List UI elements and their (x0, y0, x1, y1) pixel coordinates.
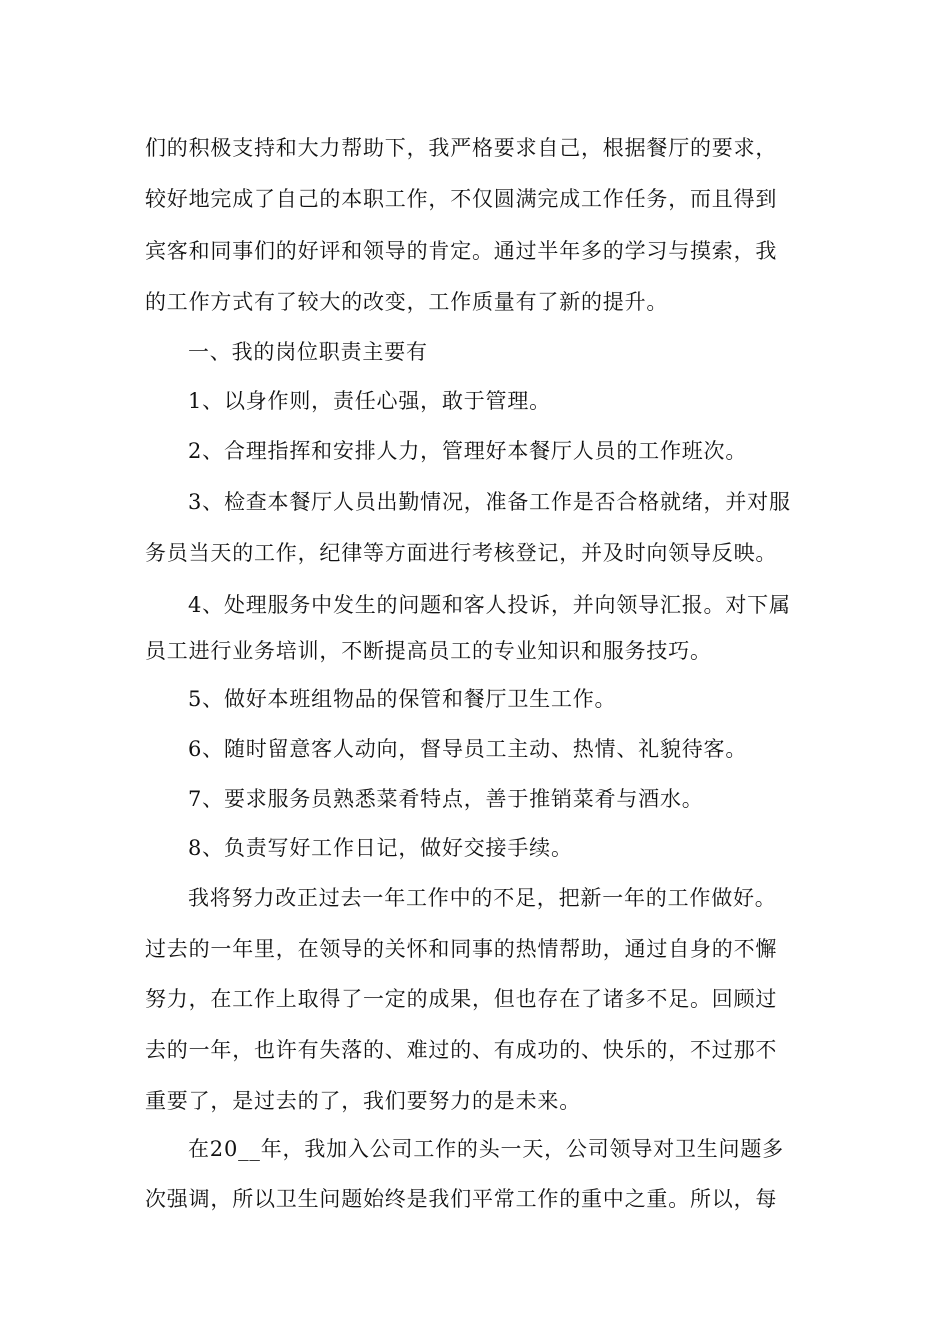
list-item: 3、检查本餐厅人员出勤情况，准备工作是否合格就绪，并对服 (188, 490, 791, 514)
text-line: 重要了，是过去的了，我们要努力的是未来。 (145, 1089, 581, 1113)
list-item: 6、随时留意客人动向，督导员工主动、热情、礼貌待客。 (188, 737, 748, 761)
list-item: 7、要求服务员熟悉菜肴特点，善于推销菜肴与酒水。 (188, 787, 704, 811)
text-line: 去的一年，也许有失落的、难过的、有成功的、快乐的，不过那不 (145, 1038, 778, 1062)
text-line: 务员当天的工作，纪律等方面进行考核登记，并及时向领导反映。 (145, 541, 778, 565)
list-item: 5、做好本班组物品的保管和餐厅卫生工作。 (188, 687, 617, 711)
list-item: 4、处理服务中发生的问题和客人投诉，并向领导汇报。对下属 (188, 593, 791, 617)
text-line: 努力，在工作上取得了一定的成果，但也存在了诸多不足。回顾过 (145, 987, 778, 1011)
list-item: 8、负责写好工作日记，做好交接手续。 (188, 836, 573, 860)
text-line: 的工作方式有了较大的改变，工作质量有了新的提升。 (145, 290, 669, 314)
section-heading: 一、我的岗位职责主要有 (188, 340, 428, 364)
text-line: 我将努力改正过去一年工作中的不足，把新一年的工作做好。 (188, 886, 777, 910)
text-line: 在20__年，我加入公司工作的头一天，公司领导对卫生问题多 (188, 1137, 784, 1161)
list-item: 1、以身作则，责任心强，敢于管理。 (188, 389, 551, 413)
list-item: 2、合理指挥和安排人力，管理好本餐厅人员的工作班次。 (188, 439, 748, 463)
text-line: 较好地完成了自己的本职工作，不仅圆满完成工作任务，而且得到 (145, 187, 778, 211)
text-line: 宾客和同事们的好评和领导的肯定。通过半年多的学习与摸索，我 (145, 239, 778, 263)
text-line: 员工进行业务培训，不断提高员工的专业知识和服务技巧。 (145, 639, 712, 663)
text-line: 过去的一年里，在领导的关怀和同事的热情帮助，通过自身的不懈 (145, 937, 778, 961)
text-line: 次强调，所以卫生问题始终是我们平常工作的重中之重。所以，每 (145, 1187, 778, 1211)
text-line: 们的积极支持和大力帮助下，我严格要求自己，根据餐厅的要求， (145, 136, 778, 160)
